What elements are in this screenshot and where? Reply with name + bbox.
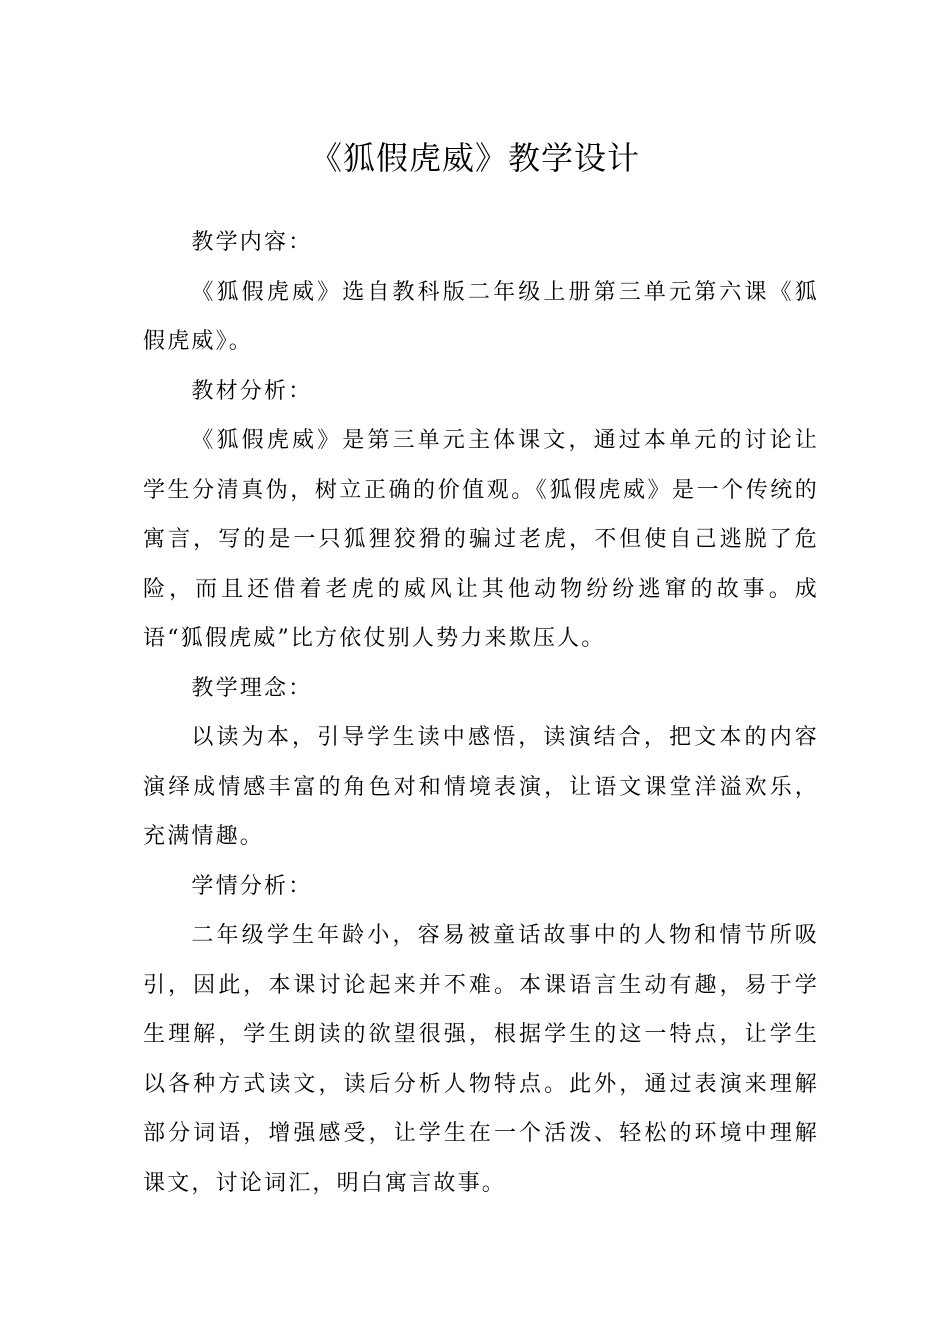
section-heading-teaching-philosophy: 教学理念： — [191, 675, 313, 701]
paragraph-teaching-content: 《狐假虎威》选自教科版二年级上册第三单元第六课《狐假虎威》。 — [143, 279, 819, 354]
paragraph-student-analysis: 二年级学生年龄小，容易被童话故事中的人物和情节所吸引，因此，本课讨论起来并不难。本课语言生动有趣，易于学生理解，学生朗读的欲望很强，根据学生的这一特点，让学生以各种方式读文，读后分析人物特点。此外，通过表演来理解部分词语，增强感受，让学生在一个活泼、轻松的环境中理解课文，讨论词汇，明白寓言故事。 — [143, 923, 819, 1196]
paragraph-material-analysis: 《狐假虎威》是第三单元主体课文，通过本单元的讨论让学生分清真伪，树立正确的价值观。《狐假虎威》是一个传统的寓言，写的是一只狐狸狡猾的骗过老虎，不但使自己逃脱了危险，而且还借着老虎的威风让其他动物纷纷逃窜的故事。成语“狐假虎威”比方依仗别人势力来欺压人。 — [143, 428, 819, 651]
document-title: 《狐假虎威》教学设计 — [309, 139, 640, 177]
document-body — [143, 218, 819, 1208]
paragraph-teaching-philosophy: 以读为本，引导学生读中感悟，读演结合，把文本的内容演绎成情感丰富的角色对和情境表演，让语文课堂洋溢欢乐，充满情趣。 — [143, 725, 819, 849]
section-heading-student-analysis: 学情分析： — [191, 873, 313, 899]
section-heading-material-analysis: 教材分析： — [191, 378, 313, 404]
section-heading-teaching-content: 教学内容： — [191, 230, 313, 255]
